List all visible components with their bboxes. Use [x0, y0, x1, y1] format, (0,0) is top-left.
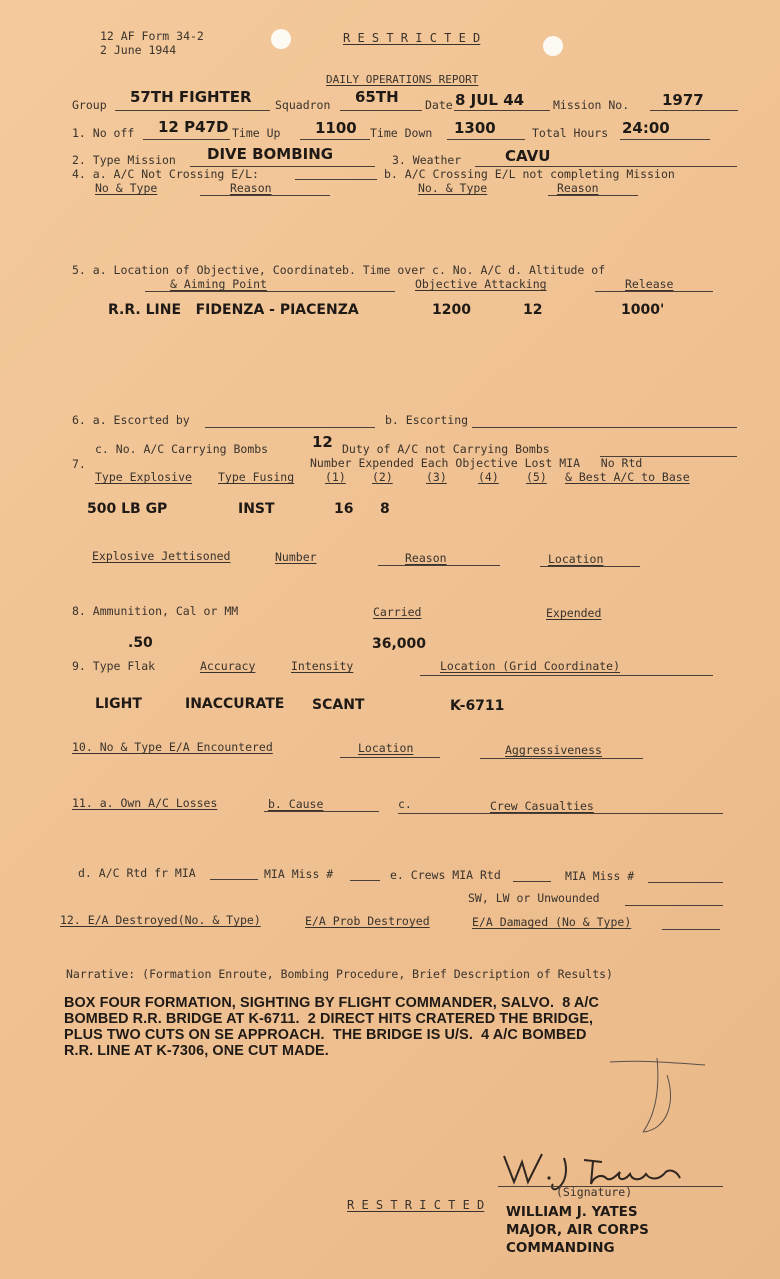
expended-col-1: 16 — [334, 501, 354, 517]
col-5-label: (5) — [526, 470, 547, 484]
expended-label: Expended — [546, 606, 602, 620]
aggressiveness-label: Aggressiveness — [505, 743, 602, 757]
objective-location: R.R. LINE FIDENZA - PIACENZA — [108, 302, 359, 318]
carrying-bombs-value: 12 — [312, 433, 333, 451]
time-down-label: Time Down — [370, 126, 433, 140]
row5-release: Release — [625, 277, 674, 291]
pencil-mark — [605, 1050, 715, 1140]
intensity-label: Intensity — [291, 659, 354, 673]
flak-location-label: Location (Grid Coordinate) — [440, 659, 621, 673]
time-over-objective: 1200 — [432, 302, 471, 318]
fusing-type: INST — [238, 501, 275, 517]
duty-not-carrying-label: Duty of A/C not Carrying Bombs — [342, 442, 550, 456]
punch-hole — [543, 36, 563, 56]
ammunition-label: 8. Ammunition, Cal or MM — [72, 604, 239, 618]
ea-location-label: Location — [358, 741, 414, 755]
escorting-label: b. Escorting — [385, 413, 469, 427]
row4-a-label: 4. a. A/C Not Crossing E/L: — [72, 167, 259, 181]
col-4-label: (4) — [478, 470, 499, 484]
narrative-label: Narrative: (Formation Enroute, Bombing Procedure, Brief Description of Results) — [66, 967, 613, 981]
group-label: Group — [72, 98, 107, 112]
time-up-value: 1100 — [315, 119, 357, 137]
weather-label: 3. Weather — [392, 153, 462, 167]
classification-top: R E S T R I C T E D — [343, 31, 481, 45]
date-label: Date — [425, 98, 453, 112]
type-mission-value: DIVE BOMBING — [207, 145, 334, 163]
ea-destroyed-label: 12. E/A Destroyed(No. & Type) — [60, 913, 261, 927]
crews-rtd-label: e. Crews MIA Rtd — [390, 868, 501, 882]
row4-reason-b: Reason — [557, 181, 599, 195]
accuracy-label: Accuracy — [200, 659, 256, 673]
type-flak-label: 9. Type Flak — [72, 659, 156, 673]
row5-header: 5. a. Location of Objective, Coordinateb. Time over c. No. A/C d. Altitude of — [72, 263, 606, 277]
mission-value: 1977 — [662, 91, 704, 109]
carrying-bombs-label: c. No. A/C Carrying Bombs — [95, 442, 269, 456]
total-hours-value: 24:00 — [622, 119, 670, 137]
mia-miss-label: MIA Miss # — [264, 867, 334, 881]
aircraft-value: 12 P47D — [158, 118, 229, 136]
mission-label: Mission No. — [553, 98, 630, 112]
squadron-value: 65TH — [355, 88, 399, 106]
date-value: 8 JUL 44 — [455, 91, 525, 109]
report-title: DAILY OPERATIONS REPORT — [326, 73, 479, 86]
signature-label: (Signature) — [556, 1185, 633, 1199]
col-3-label: (3) — [426, 470, 447, 484]
expended-col-2: 8 — [380, 501, 390, 517]
row4-b-label: b. A/C Crossing E/L not completing Mission — [384, 167, 675, 181]
aircraft-label: 1. No off — [72, 126, 135, 140]
explosive-type: 500 LB GP — [87, 501, 168, 517]
wounded-label: SW, LW or Unwounded — [468, 891, 600, 905]
carried-label: Carried — [373, 605, 422, 619]
signatory-rank: MAJOR, AIR CORPS — [506, 1222, 649, 1238]
ea-prob-destroyed-label: E/A Prob Destroyed — [305, 914, 430, 928]
own-losses-label: 11. a. Own A/C Losses — [72, 796, 218, 810]
ac-rtd-label: d. A/C Rtd fr MIA — [78, 866, 196, 880]
jettisoned-location-label: Location — [548, 552, 604, 566]
enemy-aircraft-label: 10. No & Type E/A Encountered — [72, 740, 273, 754]
cause-label: b. Cause — [268, 797, 324, 811]
crew-casualties-label: Crew Casualties — [490, 799, 594, 813]
release-altitude: 1000' — [621, 302, 665, 318]
ea-damaged-label: E/A Damaged (No & Type) — [472, 915, 632, 929]
flak-accuracy: INACCURATE — [185, 696, 285, 712]
escorted-by-label: 6. a. Escorted by — [72, 413, 190, 427]
time-down-value: 1300 — [454, 119, 496, 137]
flak-type: LIGHT — [95, 696, 142, 712]
punch-hole — [271, 29, 291, 49]
jettisoned-label: Explosive Jettisoned — [92, 549, 231, 563]
row4-no-type-b: No. & Type — [418, 181, 488, 195]
flak-location: K-6711 — [450, 698, 505, 714]
squadron-label: Squadron — [275, 98, 331, 112]
group-value: 57TH FIGHTER — [130, 88, 252, 106]
total-hours-label: Total Hours — [532, 126, 609, 140]
row7-header: Number Expended Each Objective Lost MIA No Rtd — [310, 456, 643, 470]
form-number: 12 AF Form 34-2 — [100, 29, 204, 43]
row5-aiming-point: & Aiming Point — [170, 277, 267, 291]
row4-reason-a: Reason — [230, 181, 272, 195]
jettisoned-number-label: Number — [275, 550, 317, 564]
narrative-text: BOX FOUR FORMATION, SIGHTING BY FLIGHT COMMANDER, SALVO. 8 A/C BOMBED R.R. BRIDGE AT K-6711. 2 DIRECT HITS CRATERED THE BRIDGE, PLUS TWO CUTS ON SE APPROACH. THE BRIDGE IS U/S. 4 A/C BOMBED R.R. LINE AT K-7306, ONE CUT MADE. — [64, 995, 600, 1059]
row7-number: 7. — [72, 457, 86, 471]
type-mission-label: 2. Type Mission — [72, 153, 176, 167]
ammunition-carried: 36,000 — [372, 636, 427, 652]
type-explosive-label: Type Explosive — [95, 470, 192, 484]
flak-intensity: SCANT — [312, 697, 365, 713]
col-1-label: (1) — [325, 470, 346, 484]
best-ac-label: & Best A/C to Base — [565, 470, 690, 484]
signatory-name: WILLIAM J. YATES — [506, 1204, 638, 1220]
col-2-label: (2) — [372, 470, 393, 484]
row4-no-type-a: No & Type — [95, 181, 158, 195]
time-up-label: Time Up — [232, 126, 281, 140]
aircraft-attacking: 12 — [523, 302, 543, 318]
row5-objective-attacking: Objective Attacking — [415, 277, 547, 291]
weather-value: CAVU — [505, 147, 551, 165]
mia-miss-2-label: MIA Miss # — [565, 869, 635, 883]
ammunition-caliber: .50 — [128, 635, 153, 651]
classification-bottom: R E S T R I C T E D — [347, 1198, 485, 1212]
form-date: 2 June 1944 — [100, 43, 177, 57]
row11-c-label: c. — [398, 797, 412, 811]
signatory-role: COMMANDING — [506, 1240, 615, 1256]
type-fusing-label: Type Fusing — [218, 470, 295, 484]
jettisoned-reason-label: Reason — [405, 551, 447, 565]
